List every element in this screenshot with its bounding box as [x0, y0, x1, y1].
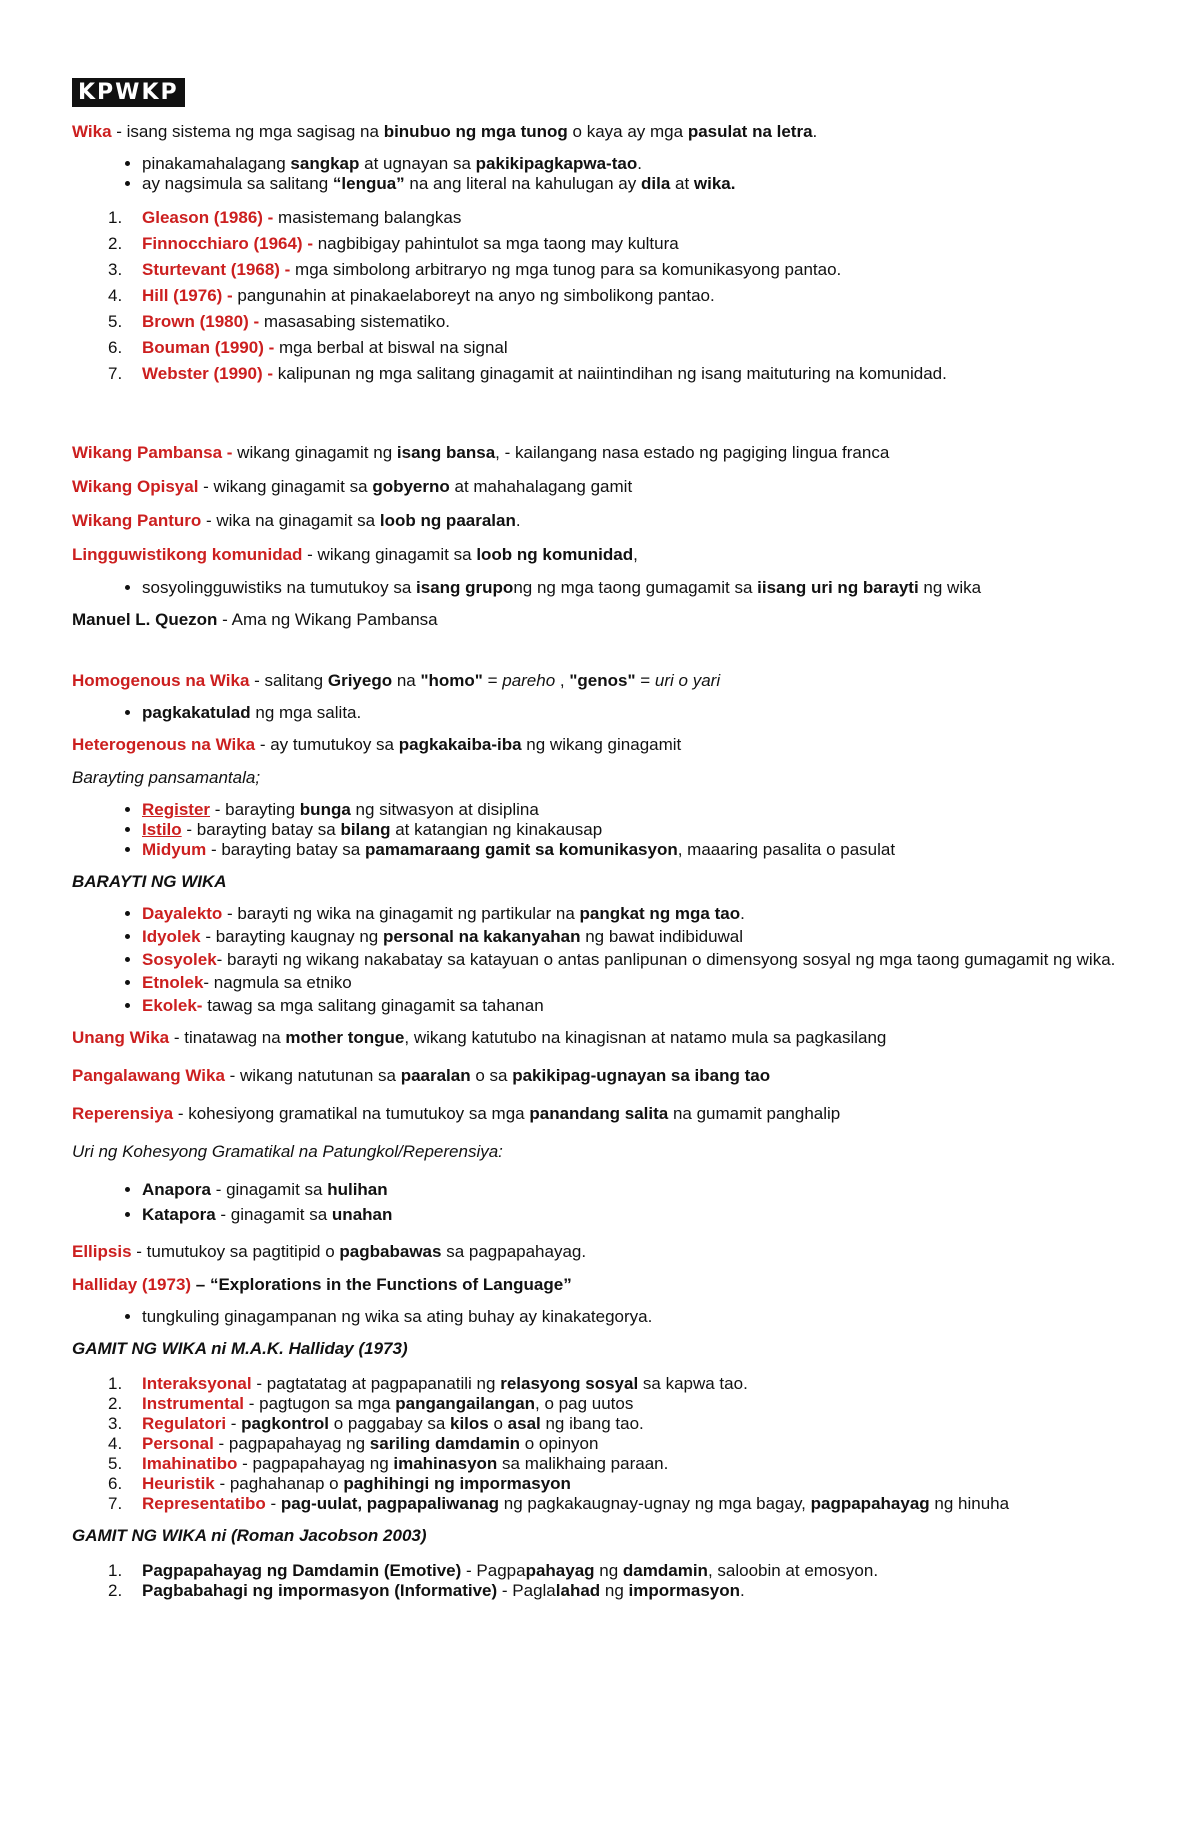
term-label: Wika — [72, 122, 112, 141]
wika-bullets — [72, 154, 1132, 194]
list-item: • tungkuling ginagampanan ng wika sa ating buhay ay kinakategorya. — [142, 1307, 1132, 1327]
list-item: 7. Webster (1990) - kalipunan ng mga salitang ginagamit at naiintindihan ng isang maituturing na komunidad. — [108, 364, 947, 383]
list-item: 1. Gleason (1986) - masistemang balangkas — [108, 208, 462, 227]
wika-definition: Wika - isang sistema ng mga sagisag na binubuo ng mga tunog o kaya ay mga pasulat na letra. — [72, 122, 818, 141]
list-item: • ay nagsimula sa salitang “lengua” na ang literal na kahulugan ay dila at wika. — [142, 174, 1132, 194]
list-item: • Midyum - barayting batay sa pamamaraang gamit sa komunikasyon, maaaring pasalita o pasulat — [142, 840, 1132, 860]
list-item: • Idyolek - barayting kaugnay ng personal na kakanyahan ng bawat indibiduwal — [142, 927, 1132, 947]
gamit-jacobson-heading: GAMIT NG WIKA ni (Roman Jacobson 2003) — [72, 1526, 427, 1545]
heterogenous-definition: Heterogenous na Wika - ay tumutukoy sa pagkakaiba-iba ng wikang ginagamit — [72, 735, 682, 754]
kohesyon-heading: Uri ng Kohesyong Gramatikal na Patungkol/Reperensiya: — [72, 1142, 503, 1161]
list-item: • Istilo - barayting batay sa bilang at katangian ng kinakausap — [142, 820, 1132, 840]
pambansa-definition: Wikang Pambansa - wikang ginagamit ng isang bansa, - kailangang nasa estado ng pagiging lingua franca — [72, 443, 890, 462]
list-item: 7. Representatibo - pag-uulat, pagpapaliwanag ng pagkakaugnay-ugnay ng mga bagay, pagpapahayag ng hinuha — [108, 1494, 1010, 1513]
list-item: 2. Pagbabahagi ng impormasyon (Informative) - Paglalahad ng impormasyon. — [108, 1581, 745, 1600]
list-item: 5. Brown (1980) - masasabing sistematiko. — [108, 312, 451, 331]
komunidad-definition: Lingguwistikong komunidad - wikang ginagamit sa loob ng komunidad, — [72, 545, 638, 564]
definitions-list — [72, 205, 1132, 387]
document-page — [72, 78, 1132, 1612]
list-item: 2. Finnocchiaro (1964) - nagbibigay pahintulot sa mga taong may kultura — [108, 234, 679, 253]
homogenous-definition: Homogenous na Wika - salitang Griyego na "homo" = pareho , "genos" = uri o yari — [72, 671, 721, 690]
gamit-halliday-list — [72, 1374, 1132, 1514]
pansamantala-heading: Barayting pansamantala; — [72, 768, 261, 787]
list-item: 6. Bouman (1990) - mga berbal at biswal na signal — [108, 338, 508, 357]
list-item: 3. Sturtevant (1968) - mga simbolong arbitraryo ng mga tunog para sa komunikasyong pantao. — [108, 260, 842, 279]
list-item: 1. Interaksyonal - pagtatatag at pagpapanatili ng relasyong sosyal sa kapwa tao. — [108, 1374, 748, 1393]
halliday-bullets — [72, 1307, 1132, 1327]
quezon-line: Manuel L. Quezon - Ama ng Wikang Pambansa — [72, 610, 438, 629]
komunidad-bullets — [72, 578, 1132, 598]
barayti-list — [72, 904, 1132, 1016]
list-item: • sosyolingguwistiks na tumutukoy sa isang grupong ng mga taong gumagamit sa iisang uri ng barayti ng wika — [142, 578, 1132, 598]
list-item: • Katapora - ginagamit sa unahan — [142, 1202, 1132, 1227]
gamit-jacobson-list — [72, 1561, 1132, 1601]
ellipsis-definition: Ellipsis - tumutukoy sa pagtitipid o pagbabawas sa pagpapahayag. — [72, 1242, 587, 1261]
list-item: • pagkakatulad ng mga salita. — [142, 703, 1132, 723]
list-item: 1. Pagpapahayag ng Damdamin (Emotive) - Pagpapahayag ng damdamin, saloobin at emosyon. — [108, 1561, 879, 1580]
list-item: 4. Personal - pagpapahayag ng sariling damdamin o opinyon — [108, 1434, 599, 1453]
list-item: • Anapora - ginagamit sa hulihan — [142, 1177, 1132, 1202]
halliday-line: Halliday (1973) – “Explorations in the Functions of Language” — [72, 1275, 572, 1294]
list-item: • Register - barayting bunga ng sitwasyon at disiplina — [142, 800, 1132, 820]
unang-wika-definition: Unang Wika - tinatawag na mother tongue, wikang katutubo na kinagisnan at natamo mula sa pagkasilang — [72, 1028, 887, 1047]
list-item: • Etnolek- nagmula sa etniko — [142, 973, 1132, 993]
reperensiya-definition: Reperensiya - kohesiyong gramatikal na tumutukoy sa mga panandang salita na gumamit panghalip — [72, 1104, 841, 1123]
opisyal-definition: Wikang Opisyal - wikang ginagamit sa gobyerno at mahahalagang gamit — [72, 477, 633, 496]
pangalawang-wika-definition: Pangalawang Wika - wikang natutunan sa paaralan o sa pakikipag-ugnayan sa ibang tao — [72, 1066, 771, 1085]
homogenous-bullets — [72, 703, 1132, 723]
gamit-halliday-heading: GAMIT NG WIKA ni M.A.K. Halliday (1973) — [72, 1339, 408, 1358]
kohesyon-list — [72, 1177, 1132, 1227]
list-item: 6. Heuristik - paghahanap o paghihingi ng impormasyon — [108, 1474, 571, 1493]
list-item: • pinakamahalagang sangkap at ugnayan sa pakikipagkapwa-tao. — [142, 154, 1132, 174]
barayti-heading: BARAYTI NG WIKA — [72, 872, 227, 891]
list-item: 3. Regulatori - pagkontrol o paggabay sa kilos o asal ng ibang tao. — [108, 1414, 644, 1433]
list-item: 2. Instrumental - pagtugon sa mga pangangailangan, o pag uutos — [108, 1394, 634, 1413]
list-item: • Ekolek- tawag sa mga salitang ginagamit sa tahanan — [142, 996, 1132, 1016]
panturo-definition: Wikang Panturo - wika na ginagamit sa loob ng paaralan. — [72, 511, 521, 530]
document-title: KPWKP — [72, 78, 185, 107]
list-item: • Sosyolek- barayti ng wikang nakabatay sa katayuan o antas panlipunan o dimensyong sosyal ng mga taong gumagamit ng wika. — [142, 950, 1132, 970]
list-item: • Dayalekto - barayti ng wika na ginagamit ng partikular na pangkat ng mga tao. — [142, 904, 1132, 924]
list-item: 4. Hill (1976) - pangunahin at pinakaelaboreyt na anyo ng simbolikong pantao. — [108, 286, 715, 305]
list-item: 5. Imahinatibo - pagpapahayag ng imahinasyon sa malikhaing paraan. — [108, 1454, 669, 1473]
pansamantala-list — [72, 800, 1132, 860]
